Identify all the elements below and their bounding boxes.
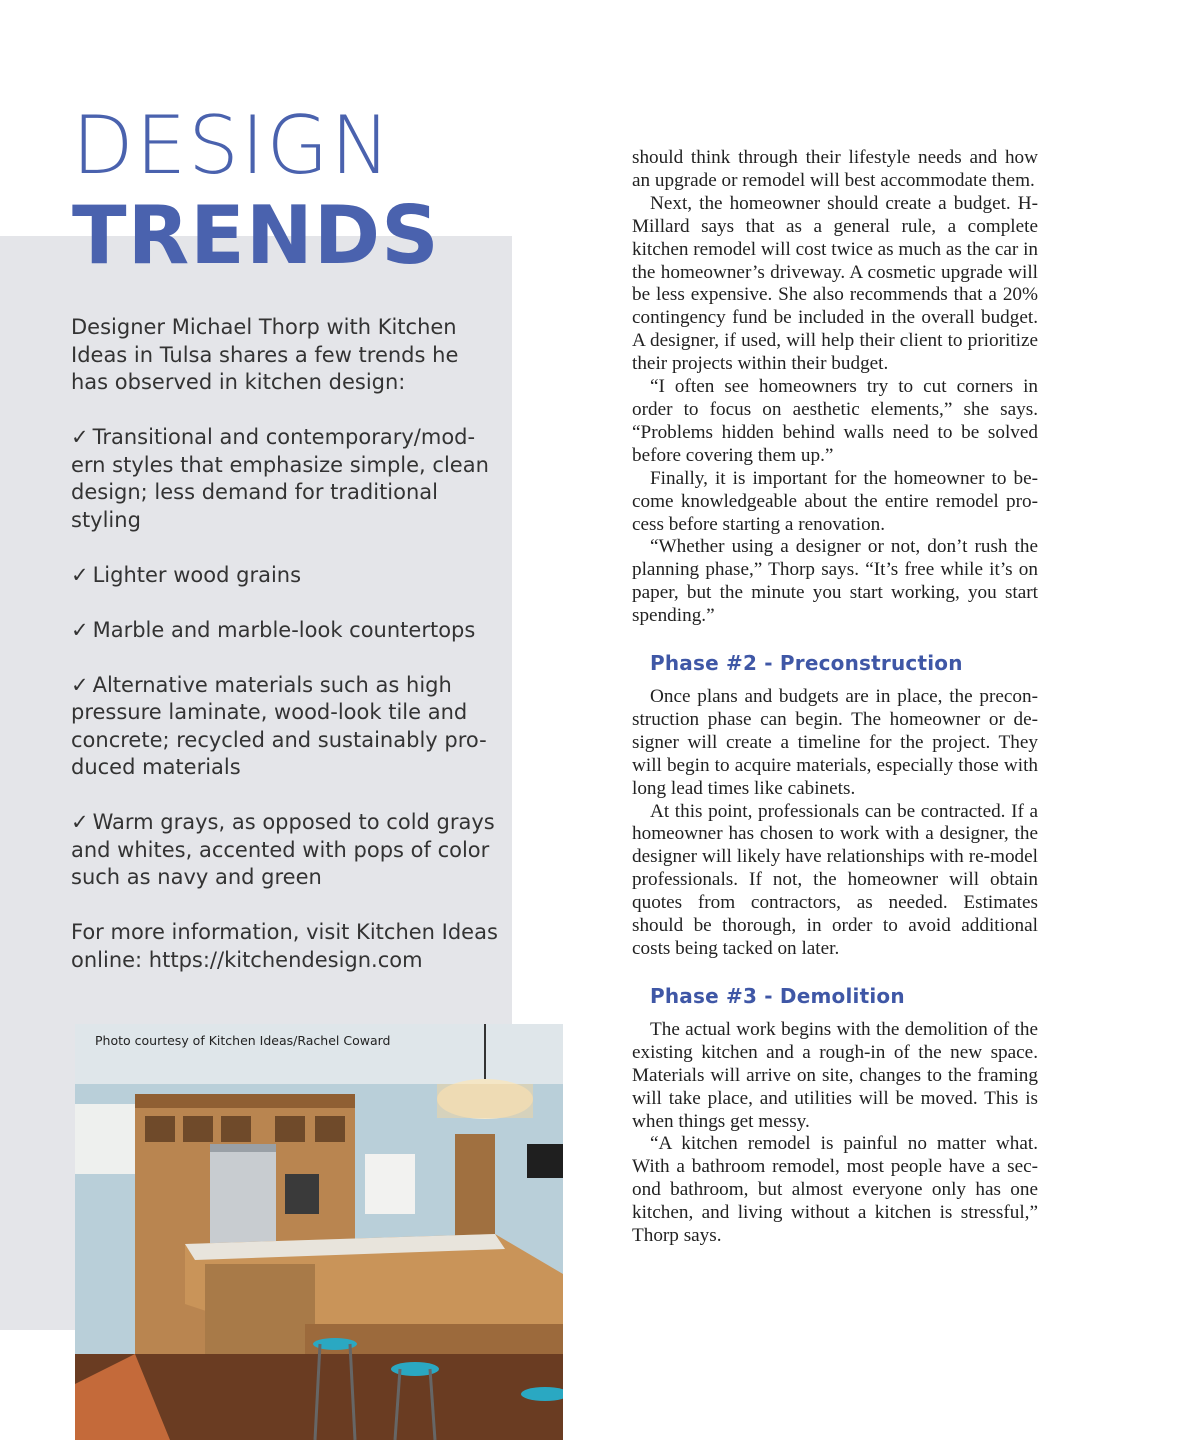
article-paragraph: Finally, it is important for the homeowner to be-come knowledgeable about the entire remodel pro-cess before starting a renovation.	[632, 467, 1038, 535]
checkmark-icon: ✓	[71, 810, 89, 834]
checkmark-icon: ✓	[71, 617, 89, 642]
article-paragraph: The actual work begins with the demolition of the existing kitchen and a rough-in of the new space. Materials will arrive on site, changes to the framing will take place, and utilities will be moved. This is when things get messy.	[632, 1018, 1038, 1132]
trends-sidebar	[71, 314, 501, 1002]
title-line-design: DESIGN	[72, 99, 393, 192]
photo-credit: Photo courtesy of Kitchen Ideas/Rachel Coward	[95, 1033, 391, 1048]
kitchen-photo	[75, 1024, 563, 1440]
trend-item	[71, 562, 501, 590]
sidebar-intro: Designer Michael Thorp with Kitchen Ideas in Tulsa shares a few trends he has observed in kitchen design:	[71, 315, 459, 394]
trend-text: Marble and marble-look countertops	[92, 617, 476, 642]
article-paragraph: should think through their lifestyle needs and how an upgrade or remodel will best accommodate them.	[632, 147, 1038, 191]
checkmark-icon: ✓	[71, 425, 89, 449]
trend-text: Transitional and contemporary/mod-ern styles that emphasize simple, clean design; less demand for traditional styling	[71, 425, 489, 532]
trend-text: Warm grays, as opposed to cold grays and whites, accented with pops of color such as navy and green	[71, 810, 495, 889]
trend-item	[71, 617, 501, 645]
article-paragraph: At this point, professionals can be contracted. If a homeowner has chosen to work with a designer, the designer will likely have relationships with re-model professionals. If not, the homeowner will obtain quotes from contractors, as needed. Estimates should be thorough, in order to avoid additional costs being tacked on later.	[632, 800, 1038, 959]
section-heading-phase-3: Phase #3 - Demolition	[650, 983, 905, 1008]
title-line-trends: TRENDS	[72, 189, 440, 282]
section-heading-phase-2: Phase #2 - Preconstruction	[650, 651, 963, 676]
trend-text: Lighter wood grains	[92, 562, 302, 587]
trend-item	[71, 809, 501, 892]
article-paragraph: Once plans and budgets are in place, the precon-struction phase can begin. The homeowner or de-signer will create a timeline for the project. They will begin to acquire materials, especially those with long lead times like cabinets.	[632, 686, 1038, 799]
article-paragraph: “A kitchen remodel is painful no matter what. With a bathroom remodel, most people have a sec-ond bathroom, but almost everyone only has one kitchen, and living without a kitchen is stressful,” Thorp says.	[632, 1133, 1038, 1247]
article-column	[632, 147, 1038, 1248]
trend-text: Alternative materials such as high pressure laminate, wood-look tile and concrete; recycled and sustainably pro-duced materials	[71, 672, 487, 779]
page-title	[72, 100, 440, 280]
trend-item	[71, 424, 501, 534]
article-paragraph: Next, the homeowner should create a budget. H-Millard says that as a general rule, a complete kitchen remodel will cost twice as much as the car in the homeowner’s driveway. A cosmetic upgrade will be less expensive. She also recommends that a 20% contingency fund be included in the overall budget. A designer, if used, will help their client to prioritize their projects within their budget.	[632, 192, 1039, 375]
trend-item	[71, 672, 501, 782]
more-info: For more information, visit Kitchen Ideas online: https://kitchendesign.com	[71, 920, 498, 972]
article-paragraph: “Whether using a designer or not, don’t rush the planning phase,” Thorp says. “It’s free while it’s on paper, but the minute you start working, you start spending.”	[632, 536, 1038, 627]
checkmark-icon: ✓	[71, 562, 89, 587]
kitchen-photo-illustration	[75, 1024, 563, 1440]
checkmark-icon: ✓	[71, 672, 89, 697]
article-paragraph: “I often see homeowners try to cut corners in order to focus on aesthetic elements,” she says. “Problems hidden behind walls need to be solved before covering them up.”	[632, 376, 1038, 466]
